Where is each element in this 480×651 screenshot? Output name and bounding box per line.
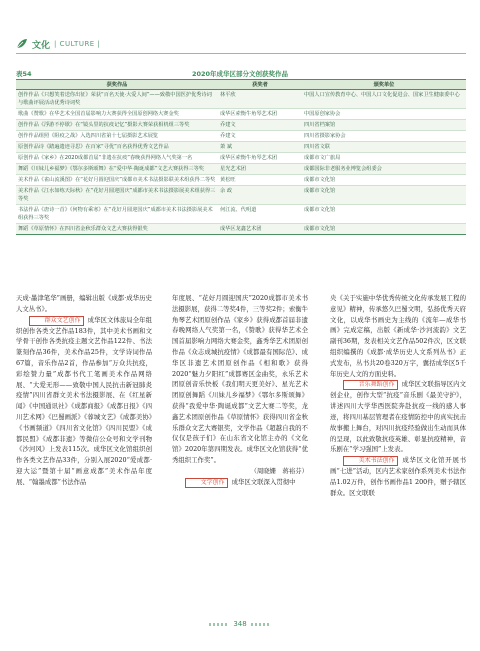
page-number: 348	[233, 620, 247, 628]
table-header-work: 获奖作品	[16, 80, 218, 90]
author-signature: （周晓姗 蒋裕芬）	[250, 466, 308, 475]
cell-issuer: 中国原创家协会	[302, 109, 466, 120]
cell-work: 书法作品《唐诗一首》《何物有乘寒》在“花好月圆迎国庆”成都市美术书法摄影展美术组获得三等奖	[16, 205, 218, 224]
cell-work: 舞蹈《川妹儿乡福梦》《鄂尔多斯颂舞》在“爱中华·陶诞成都”文艺大赛获得三等奖	[16, 164, 218, 175]
footer-ornament-left	[209, 623, 229, 626]
cell-winner: 萧 斌	[218, 142, 302, 153]
paragraph-text: 成华区文联指导区内文创企业，创作大型“抗疫”音乐剧《最美守护》，讲述四川大学华西医院奔赴抗疫一线的感人事迹，将四川基层管理者在疫情防控中的真实抗击故事搬上舞台，对四川抗疫经验做出生动而具体的呈现，以此致敬抗疫英雄、彰显抗疫精神，音乐剧在“学习强国”上发表。	[330, 380, 466, 454]
table-body	[16, 90, 466, 235]
paragraph-text: 天成·墨津笔华”画册，编辑出版《成都·成华历史人文丛书》。	[16, 294, 152, 313]
table-row	[16, 205, 466, 224]
section-paragraph	[172, 477, 308, 488]
cell-issuer: 成都市文广旅局	[302, 153, 466, 164]
table-row	[16, 120, 466, 131]
section-tag: 文学创作	[185, 478, 228, 488]
cell-work: 歌曲《赞歌》在华艺术全国首届影响力大赛获得全国原创网络大赛金奖	[16, 109, 218, 120]
cell-winner: 余 政	[218, 186, 302, 205]
cell-winner: 成华区龙鑫艺术团	[218, 224, 302, 235]
cell-work: 舞蹈《草原情怀》在四川省金秋乐群众文艺大赛获得银奖	[16, 224, 218, 235]
section-subtitle: | CULTURE |	[54, 40, 101, 48]
cell-winner: 林平欣	[218, 90, 302, 109]
table-row	[16, 131, 466, 142]
section-tag: 音乐舞蹈创作	[343, 380, 398, 390]
cell-work: 原创作品诗《踏遍遗迹寻思》在百家“寻优”百名获得优秀文艺作品	[16, 142, 218, 153]
cell-issuer: 成都市文化馆	[302, 224, 466, 235]
cell-winner: 成华区索衡牛角琴艺术团	[218, 153, 302, 164]
cell-issuer: 成都国际非老服务业博览会组委会	[302, 164, 466, 175]
table-row	[16, 109, 466, 120]
page-footer	[0, 620, 480, 628]
table-row	[16, 153, 466, 164]
cell-work: 美术作品《江水如练天际秋》在“花好月圆迎国庆”成都市美术书法摄影展美术组获得三等奖	[16, 186, 218, 205]
cell-issuer: 成都市文化馆	[302, 175, 466, 186]
section-paragraph	[16, 315, 152, 488]
cell-issuer: 四川省摄影家协会	[302, 131, 466, 142]
section-paragraph	[330, 455, 466, 498]
table-row	[16, 224, 466, 235]
paragraph-text: 成华区文化馆开展书画“七进”活动，区内艺术家创作系列美术书法作品1.02万件，创作书画作品1 200件，赠予辖区群众。区文联联	[330, 456, 466, 497]
footer-ornament-right	[251, 623, 271, 626]
section-tag: 美术书法创作	[343, 456, 398, 466]
cell-issuer: 成都市文化馆	[302, 205, 466, 224]
header-divider	[16, 53, 466, 54]
awards-table	[16, 79, 466, 235]
text-column-left	[16, 293, 152, 488]
table-row	[16, 164, 466, 175]
table-row	[16, 186, 466, 205]
cell-issuer: 四川省档案馆	[302, 120, 466, 131]
cell-work: 美术作品《雀山流溪图》在“花好月圆迎国庆”成都市美术书法摄影联美术组获得二等奖	[16, 175, 218, 186]
section-title: 文化	[32, 40, 51, 51]
table-row	[16, 142, 466, 153]
paragraph-text: 央《关于实施中华优秀传统文化传承发展工程的意见》精神，传承悠久巴蜀文明，弘扬优秀天府文化，以成华书画史为主线的《流年—成华书画》完成定稿，出版《新成华·沙河流韵》文艺副刊36期，发表相关文艺作品502件次，区文联组织编撰的《成都·成华历史人文系列丛书》正式发布，丛书共20卷320万字，囊括成华区5千年历史人文的方面史料。	[330, 294, 466, 378]
cell-winner: 成华区索衡牛角琴艺术团	[218, 109, 302, 120]
paragraph-text: 成华区文体旅局全年组织创作各类文艺作品183件，其中美术书画和文学骨干创作各类抗疫主题文艺作品122件、书法篆刻作品36件，美术作品25件，文学诗词作品67篇，音乐作品2首，作品参加“万众共抗疫，彩绘赞力量”成都书代工笔画美术作品网络展、“大爱无形——致敬中国人民抗击新冠肺炎疫情”四川省群文美术书法摄影展、在《红星新闻》《中国通讯社》《成都商报》《成都日报》《四川艺术网》《巴蜀画派》《蓉城文艺》《成都美协》《书画频道》《四川省文化馆》《四川民盟》《成都民盟》《成都非遗》等微信公众号和文学刊物《沙河风》上发表115次。成华区文化馆组织创作各类文艺作品33件，分别入展2020“爱成都·迎大运”暨第十届“画意成都”美术作品年度展、“翰墨成都”书法作品	[16, 315, 152, 486]
table-row	[16, 90, 466, 109]
cell-work: 创作作品《浮游不停歇》在“镜头里的抗疫记忆”摄影大赛荣获相机组三等奖	[16, 120, 218, 131]
section-paragraph	[330, 379, 466, 455]
cell-winner: 乔建文	[218, 131, 302, 142]
cell-issuer: 成都市文化馆	[302, 186, 466, 205]
cell-winner: 乔建文	[218, 120, 302, 131]
text-column-middle	[172, 293, 308, 488]
table-row	[16, 175, 466, 186]
cell-winner: 黄松旺	[218, 175, 302, 186]
cell-issuer: 中国人口宣传教育中心、中国人口文化促进会、国家卫生健康委中心	[302, 90, 466, 109]
paragraph-text: 年度展、“花好月圆迎国庆”2020成都市美术书法摄影展，获得二等奖4件，三等奖2件；索衡牛角琴艺术团原创作品《家乡》获得成都首届非遗春晚网络人气奖第一名，《赞歌》获得华艺术全国首届影响力网络大赛金奖，鑫秀华艺术团原创作品《众志成城抗疫情》《成都最有国际范》、成华区非遗艺术团原创作品《相和歌》获得2020“魅力夕阳红”成都赛区金曲奖，永乐艺术团原创音乐快板《我们明天更美好》、星光艺术团原创舞蹈《川妹儿乡福梦》《鄂尔多斯颂舞》获得“我爱中华·陶诞成都”文艺大赛二等奖，龙鑫艺术团原创作品《草原情怀》获得四川省金秋乐群众文艺大赛银奖，文学作品《超越自我的不仅仅是孩子们》在山东省文化馆主办的《文化馆》2020年第四期发表。成华区文化馆获得“优秀组织工作奖”。	[172, 294, 308, 464]
text-column-right	[330, 293, 466, 499]
cell-work: 原创作品《家乡》在2020成都首届“非遗在抗疫”春晚获得网络人气奖第一名	[16, 153, 218, 164]
leaf-logo-icon	[16, 38, 28, 50]
cell-work: 创作作品《只想笑着送你出征》荣获“百名天使·大爱人间”——致敬中国医护优秀诗词与歌曲评展活动优秀诗词奖	[16, 90, 218, 109]
cell-issuer: 四川省文联	[302, 142, 466, 153]
cell-work: 创作作品组照《阻疫之战》入选四川省第十七届摄影艺术展览	[16, 131, 218, 142]
table-header-issuer: 颁奖单位	[302, 80, 466, 90]
cell-winner: 何江流、代明道	[218, 205, 302, 224]
table-title: 2020年成华区部分文创获奖作品	[191, 70, 289, 78]
table-header-winner: 获奖者	[218, 80, 302, 90]
cell-winner: 星光艺术团	[218, 164, 302, 175]
paragraph-text: 成华区文联深入贯彻中	[231, 477, 296, 486]
table-label: 表54	[16, 70, 32, 78]
section-tag: 群众文艺创作	[29, 316, 84, 326]
section-header	[16, 36, 466, 52]
